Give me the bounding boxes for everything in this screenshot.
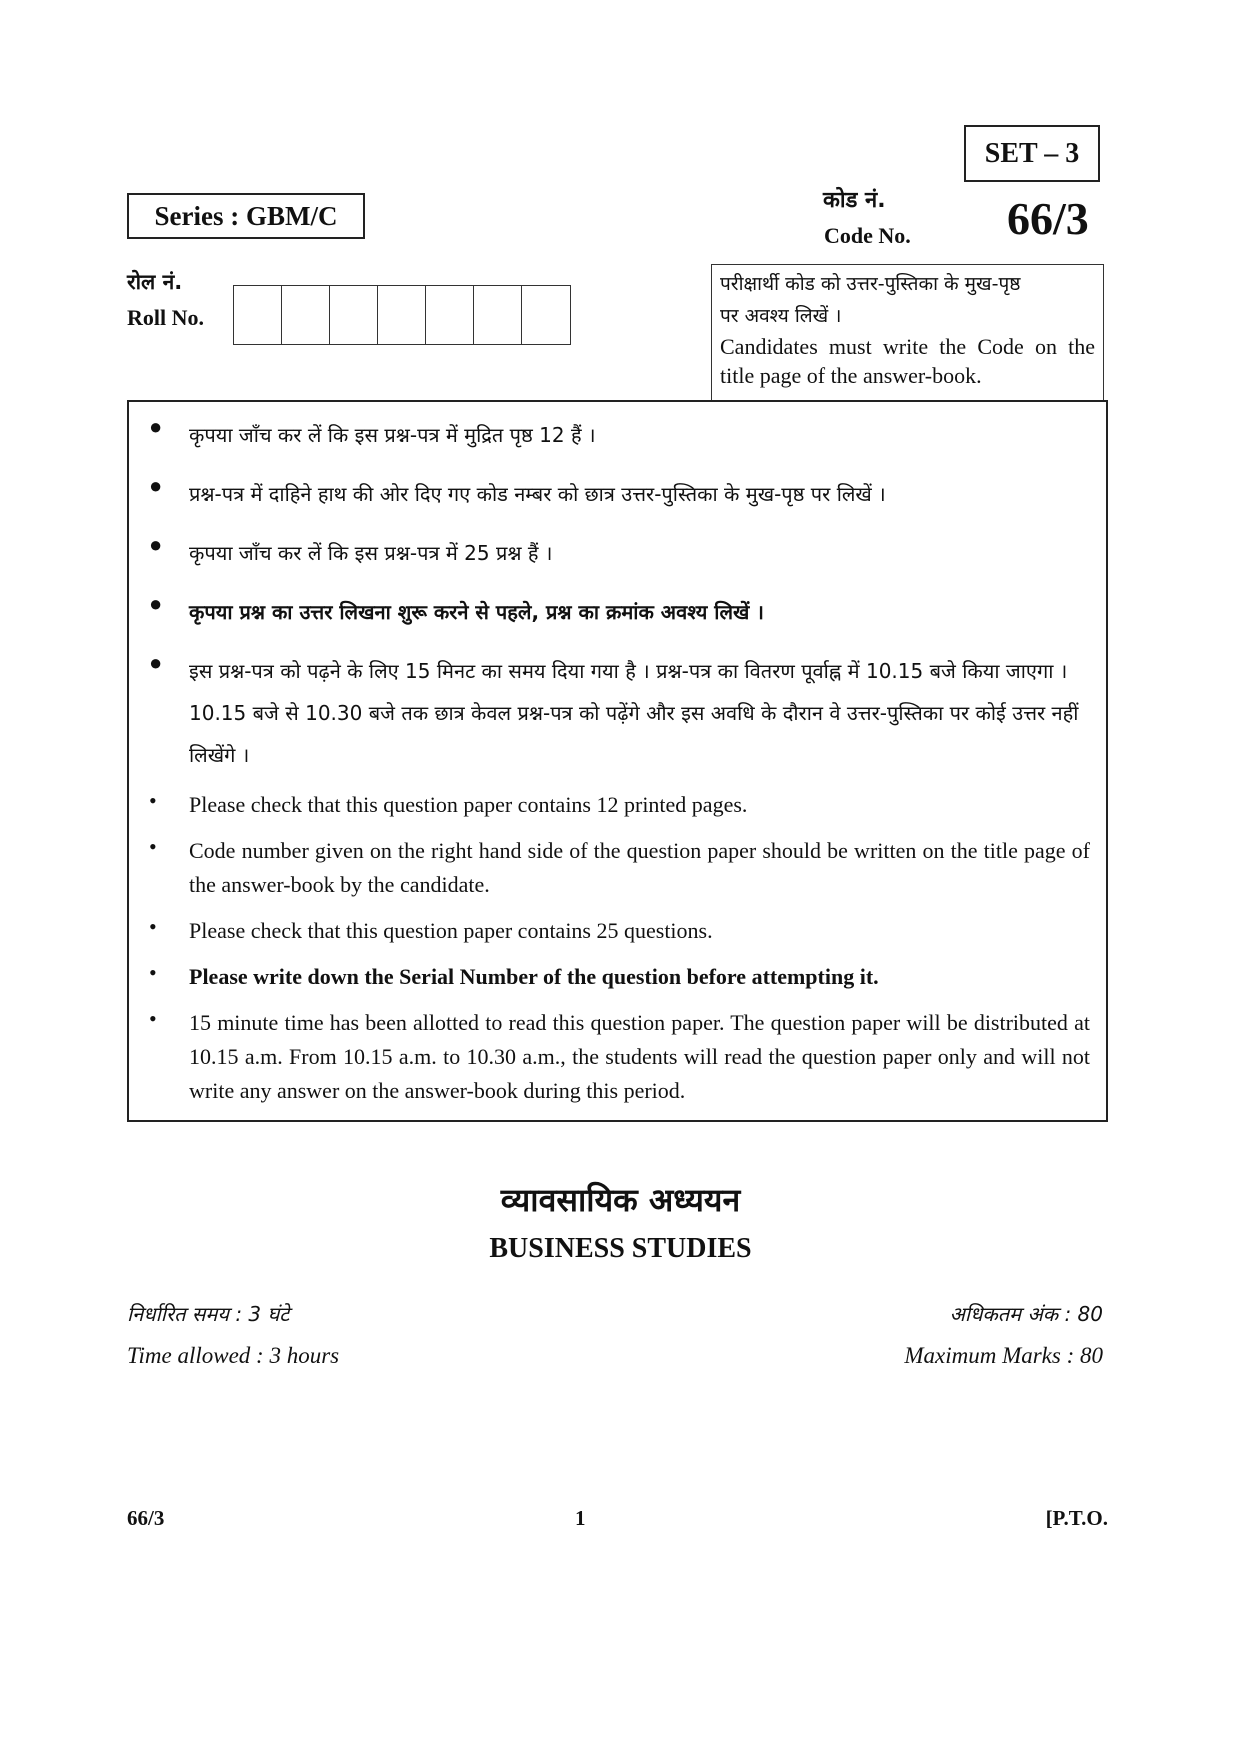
subject-title-english: BUSINESS STUDIES	[489, 1233, 752, 1264]
code-note-box	[711, 264, 1104, 400]
roll-digit-box[interactable]	[522, 286, 570, 344]
instruction-text: Please write down the Serial Number of the question before attempting it.	[189, 964, 879, 989]
instruction-text: Please check that this question paper contains 25 questions.	[189, 918, 713, 943]
set-label-text: SET – 3	[984, 137, 1080, 169]
bullet-icon: ●	[149, 473, 163, 498]
footer-code: 66/3	[127, 1506, 165, 1530]
roll-digit-box[interactable]	[426, 286, 474, 344]
bullet-icon: ●	[149, 532, 163, 557]
code-number: 66/3	[1007, 193, 1089, 244]
subject-title-hindi: व्यावसायिक अध्ययन	[500, 1181, 741, 1219]
instruction-text: Please check that this question paper contains 12 printed pages.	[189, 792, 748, 817]
instruction-text: इस प्रश्न-पत्र को पढ़ने के लिए 15 मिनट का समय दिया गया है । प्रश्न-पत्र का वितरण पूर्वाह्न में 10.15 बजे किया जाएगा । 10.15 बजे से 10.30 बजे तक छात्र केवल प्रश्न-पत्र को पढ़ेंगे और इस अवधि के दौरान वे उत्तर-पुस्तिका पर कोई उत्तर नहीं लिखेंगे ।	[189, 659, 1079, 767]
bullet-icon: ●	[149, 591, 163, 616]
time-allowed-english: Time allowed : 3 hours	[127, 1343, 340, 1368]
instruction-text: Code number given on the right hand side of the question paper should be written on the title page of the answer-book by the candidate.	[189, 838, 1090, 897]
instruction-item	[149, 650, 1090, 776]
time-allowed-hindi: निर्धारित समय : 3 घंटे	[127, 1302, 290, 1326]
roll-label-hindi: रोल नं.	[127, 270, 183, 294]
bullet-icon: ●	[149, 414, 163, 439]
roll-number-boxes[interactable]	[233, 285, 571, 345]
roll-digit-box[interactable]	[234, 286, 282, 344]
max-marks-english: Maximum Marks : 80	[904, 1343, 1103, 1368]
instruction-text: कृपया प्रश्न का उत्तर लिखना शुरू करने से पहले, प्रश्न का क्रमांक अवश्य लिखें ।	[189, 600, 764, 624]
instruction-item	[149, 414, 1090, 456]
instruction-text: कृपया जाँच कर लें कि इस प्रश्न-पत्र में 25 प्रश्न हैं ।	[189, 541, 553, 565]
max-marks-hindi: अधिकतम अंक : 80	[949, 1302, 1103, 1326]
bullet-icon: •	[149, 914, 157, 939]
set-label	[964, 125, 1100, 182]
bullet-icon: •	[149, 834, 157, 859]
instruction-item	[149, 788, 1090, 822]
roll-digit-box[interactable]	[330, 286, 378, 344]
code-label-english: Code No.	[824, 223, 911, 248]
instruction-item	[149, 473, 1090, 515]
roll-digit-box[interactable]	[282, 286, 330, 344]
bullet-icon: •	[149, 960, 157, 985]
instruction-item	[149, 1006, 1090, 1108]
instructions-box	[127, 400, 1108, 1122]
bullet-icon: •	[149, 1006, 157, 1031]
instruction-item	[149, 960, 1090, 994]
instruction-item	[149, 834, 1090, 902]
instruction-item	[149, 591, 1090, 633]
code-label-hindi: कोड नं.	[823, 188, 886, 213]
roll-digit-box[interactable]	[474, 286, 522, 344]
code-note-hindi-line1: परीक्षार्थी कोड को उत्तर-पुस्तिका के मुख-पृष्ठ	[720, 273, 1021, 295]
please-turn-over: [P.T.O.	[1045, 1506, 1108, 1530]
series-label	[127, 193, 365, 239]
page-number: 1	[575, 1506, 586, 1530]
bullet-icon: ●	[149, 650, 163, 675]
bullet-icon: •	[149, 788, 157, 813]
instruction-item	[149, 532, 1090, 574]
code-note-english: Candidates must write the Code on the title page of the answer-book.	[720, 334, 1095, 388]
series-label-text: Series : GBM/C	[154, 200, 338, 231]
instruction-text: 15 minute time has been allotted to read this question paper. The question paper will be distributed at 10.15 a.m. From 10.15 a.m. to 10.30 a.m., the students will read the question paper only and will not write any answer on the answer-book during this period.	[189, 1010, 1090, 1103]
roll-digit-box[interactable]	[378, 286, 426, 344]
roll-label-english: Roll No.	[127, 305, 204, 330]
instruction-item	[149, 914, 1090, 948]
instruction-text: प्रश्न-पत्र में दाहिने हाथ की ओर दिए गए कोड नम्बर को छात्र उत्तर-पुस्तिका के मुख-पृष्ठ पर लिखें ।	[189, 482, 886, 506]
instruction-text: कृपया जाँच कर लें कि इस प्रश्न-पत्र में मुद्रित पृष्ठ 12 हैं ।	[189, 423, 596, 447]
code-note-hindi-line2: पर अवश्य लिखें ।	[720, 305, 842, 327]
